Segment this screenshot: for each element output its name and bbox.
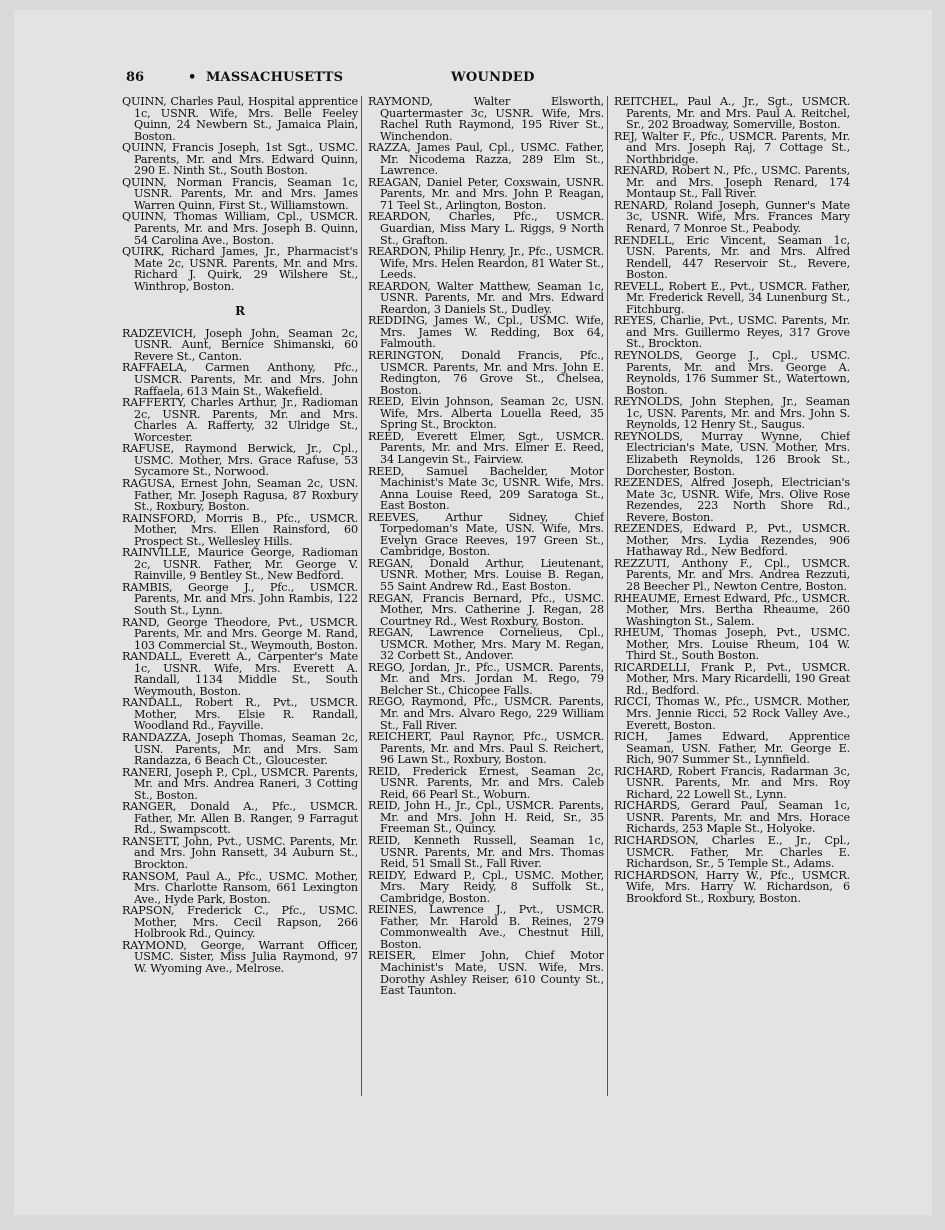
casualty-entry: RHEUM, Thomas Joseph, Pvt., USMC. Mother, Mrs. Louise Rheum, 104 W. Third St., South Boston. (614, 626, 850, 663)
casualty-entry: REIDY, Edward P., Cpl., USMC. Mother, Mrs. Mary Reidy, 8 Suffolk St., Cambridge, Boston. (368, 868, 604, 905)
page-header (110, 70, 845, 88)
casualty-entry: REYES, Charlie, Pvt., USMC. Parents, Mr. and Mrs. Guillermo Reyes, 317 Grove St., Brockton. (614, 314, 850, 351)
column-3 (614, 96, 850, 1096)
casualty-entry: RICCI, Thomas W., Pfc., USMCR. Mother, Mrs. Jennie Ricci, 52 Rock Valley Ave., Everett, Boston. (614, 695, 850, 732)
casualty-entry: REYNOLDS, Murray Wynne, Chief Electrician's Mate, USN. Mother, Mrs. Elizabeth Reynolds, 126 Brook St., Dorchester, Boston. (614, 429, 850, 478)
section-title: WOUNDED (451, 70, 535, 85)
casualty-entry: RICARDELLI, Frank P., Pvt., USMCR. Mother, Mrs. Mary Ricardelli, 190 Great Rd., Bedford. (614, 660, 850, 697)
casualty-entry: RANGER, Donald A., Pfc., USMCR. Father, Mr. Allen B. Ranger, 9 Farragut Rd., Swampscott. (122, 800, 358, 837)
casualty-entry: RANDALL, Everett A., Carpenter's Mate 1c, USNR. Wife, Mrs. Everett A. Randall, 1134 Middle St., South Weymouth, Boston. (122, 650, 358, 698)
casualty-entry: REED, Samuel Bachelder, Motor Machinist's Mate 3c, USNR. Wife, Mrs. Anna Louise Reed, 209 Saratoga St., East Boston. (368, 464, 604, 513)
casualty-entry: REZZUTI, Anthony F., Cpl., USMCR. Parents, Mr. and Mrs. Andrea Rezzuti, 28 Beecher Pl., Newton Centre, Boston. (614, 556, 850, 593)
casualty-entry: REDDING, James W., Cpl., USMC. Wife, Mrs. James W. Redding, Box 64, Falmouth. (368, 314, 604, 351)
casualty-entry: RICH, James Edward, Apprentice Seaman, USN. Father, Mr. George E. Rich, 907 Summer St., Lynnfield. (614, 730, 850, 767)
casualty-entry: REED, Everett Elmer, Sgt., USMCR. Parents, Mr. and Mrs. Elmer E. Reed, 34 Langevin St., Fairview. (368, 429, 604, 466)
casualty-entry: REID, John H., Jr., Cpl., USMCR. Parents, Mr. and Mrs. John H. Reid, Sr., 35 Freeman St., Quincy. (368, 799, 604, 836)
casualty-entry: REZENDES, Edward P., Pvt., USMCR. Mother, Mrs. Lydia Rezendes, 906 Hathaway Rd., New Bedford. (614, 522, 850, 559)
column-divider (607, 96, 608, 1096)
casualty-entry: REYNOLDS, George J., Cpl., USMC. Parents, Mr. and Mrs. George A. Reynolds, 176 Summer St., Watertown, Boston. (614, 349, 850, 397)
casualty-entry: REGAN, Francis Bernard, Pfc., USMC. Mother, Mrs. Catherine J. Regan, 28 Courtney Rd., West Roxbury, Boston. (368, 591, 604, 628)
column-divider (361, 96, 362, 1096)
casualty-entry: QUINN, Charles Paul, Hospital apprentice 1c, USNR. Wife, Mrs. Belle Feeley Quinn, 24 Newbern St., Jamaica Plain, Boston. (122, 96, 358, 143)
casualty-entry: REARDON, Philip Henry, Jr., Pfc., USMCR. Wife, Mrs. Helen Reardon, 81 Water St., Leeds. (368, 245, 604, 282)
casualty-entry: RERINGTON, Donald Francis, Pfc., USMCR. Parents, Mr. and Mrs. John E. Redington, 76 Grove St., Chelsea, Boston. (368, 349, 604, 397)
casualty-entry: RAINSFORD, Morris B., Pfc., USMCR. Mother, Mrs. Ellen Rainsford, 60 Prospect St., Wellesley Hills. (122, 511, 358, 548)
casualty-entry: RICHARDSON, Charles E., Jr., Cpl., USMCR. Father, Mr. Charles E. Richardson, Sr., 5 Temple St., Adams. (614, 834, 850, 871)
casualty-entry: REED, Elvin Johnson, Seaman 2c, USN. Wife, Mrs. Alberta Louella Reed, 35 Spring St., Brockton. (368, 395, 604, 432)
casualty-entry: RHEAUME, Ernest Edward, Pfc., USMCR. Mother, Mrs. Bertha Rheaume, 260 Washington St., Salem. (614, 591, 850, 628)
casualty-entry: REYNOLDS, John Stephen, Jr., Seaman 1c, USN. Parents, Mr. and Mrs. John S. Reynolds, 12 Henry St., Saugus. (614, 395, 850, 432)
casualty-entry: RAMBIS, George J., Pfc., USMCR. Parents, Mr. and Mrs. John Rambis, 122 South St., Lynn. (122, 580, 358, 617)
casualty-entry: RENDELL, Eric Vincent, Seaman 1c, USN. Parents, Mr. and Mrs. Alfred Rendell, 447 Reservoir St., Revere, Boston. (614, 233, 850, 282)
header-bullet: • (188, 70, 197, 85)
casualty-entry: RANSETT, John, Pvt., USMC. Parents, Mr. and Mrs. John Ransett, 34 Auburn St., Brockton. (122, 834, 358, 871)
casualty-entry: REAGAN, Daniel Peter, Coxswain, USNR. Parents, Mr. and Mrs. John P. Reagan, 71 Teel St., Arlington, Boston. (368, 175, 604, 212)
casualty-entry: REZENDES, Alfred Joseph, Electrician's Mate 3c, USNR. Wife, Mrs. Olive Rose Rezendes, 223 North Shore Rd., Revere, Boston. (614, 476, 850, 524)
casualty-entry: REINES, Lawrence J., Pvt., USMCR. Father, Mr. Harold B. Reines, 279 Commonwealth Ave., Chestnut Hill, Boston. (368, 903, 604, 951)
casualty-entry: RAFFERTY, Charles Arthur, Jr., Radioman 2c, USNR. Parents, Mr. and Mrs. Charles A. Rafferty, 32 Ulridge St., Worcester. (122, 396, 358, 444)
casualty-entry: RAFUSE, Raymond Berwick, Jr., Cpl., USMC. Mother, Mrs. Grace Rafuse, 53 Sycamore St., Norwood. (122, 442, 358, 479)
casualty-entry: QUINN, Francis Joseph, 1st Sgt., USMC. Parents, Mr. and Mrs. Edward Quinn, 290 E. Ninth St., South Boston. (122, 141, 358, 178)
casualty-entry: RICHARD, Robert Francis, Radarman 3c, USNR. Parents, Mr. and Mrs. Roy Richard, 22 Lowell St., Lynn. (614, 764, 850, 801)
casualty-entry: RAPSON, Frederick C., Pfc., USMC. Mother, Mrs. Cecil Rapson, 266 Holbrook Rd., Quincy. (122, 904, 358, 941)
casualty-entry: RICHARDSON, Harry W., Pfc., USMCR. Wife, Mrs. Harry W. Richardson, 6 Brookford St., Roxbury, Boston. (614, 868, 850, 905)
casualty-entry: RANDALL, Robert R., Pvt., USMCR. Mother, Mrs. Elsie R. Randall, Woodland Rd., Fayville. (122, 696, 358, 733)
casualty-entry: REGAN, Lawrence Cornelieus, Cpl., USMCR. Mother, Mrs. Mary M. Regan, 32 Corbett St., Andover. (368, 626, 604, 663)
casualty-entry: RANSOM, Paul A., Pfc., USMC. Mother, Mrs. Charlotte Ransom, 661 Lexington Ave., Hyde Park, Boston. (122, 869, 358, 906)
casualty-entry: REISER, Elmer John, Chief Motor Machinist's Mate, USN. Wife, Mrs. Dorothy Ashley Reiser, 610 County St., East Taunton. (368, 949, 604, 998)
section-letter: R (235, 304, 245, 319)
casualty-entry: RENARD, Robert N., Pfc., USMC. Parents, Mr. and Mrs. Joseph Renard, 174 Montaup St., Fall River. (614, 164, 850, 201)
casualty-entry: RADZEVICH, Joseph John, Seaman 2c, USNR. Aunt, Bernice Shimanski, 60 Revere St., Canton. (122, 326, 358, 363)
casualty-entry: RAINVILLE, Maurice George, Radioman 2c, USNR. Father, Mr. George V. Rainville, 9 Bentley St., New Bedford. (122, 546, 358, 583)
casualty-entry: RAND, George Theodore, Pvt., USMCR. Parents, Mr. and Mrs. George M. Rand, 103 Commercial St., Weymouth, Boston. (122, 615, 358, 652)
casualty-entry: RENARD, Roland Joseph, Gunner's Mate 3c, USNR. Wife, Mrs. Frances Mary Renard, 7 Monroe St., Peabody. (614, 198, 850, 236)
casualty-entry: RAYMOND, George, Warrant Officer, USMC. Sister, Miss Julia Raymond, 97 W. Wyoming Ave., Melrose. (122, 938, 358, 975)
casualty-entry: QUINN, Norman Francis, Seaman 1c, USNR. Parents, Mr. and Mrs. James Warren Quinn, First St., Williamstown. (122, 175, 358, 212)
casualty-entry: RICHARDS, Gerard Paul, Seaman 1c, USNR. Parents, Mr. and Mrs. Horace Richards, 253 Maple St., Holyoke. (614, 799, 850, 836)
state-name: MASSACHUSETTS (205, 70, 344, 85)
casualty-entry: REGO, Jordan, Jr., Pfc., USMCR. Parents, Mr. and Mrs. Jordan M. Rego, 79 Belcher St., Chicopee Falls. (368, 660, 604, 697)
casualty-entry: QUIRK, Richard James, Jr., Pharmacist's Mate 2c, USNR. Parents, Mr. and Mrs. Richard J. Quirk, 29 Wilshere St., Winthrop, Boston. (122, 245, 358, 293)
casualty-entry: REARDON, Charles, Pfc., USMCR. Guardian, Miss Mary L. Riggs, 9 North St., Grafton. (368, 210, 604, 247)
state-title (188, 70, 343, 85)
column-1 (122, 96, 358, 1096)
casualty-entry: REID, Frederick Ernest, Seaman 2c, USNR. Parents, Mr. and Mrs. Caleb Reid, 66 Pearl St., Woburn. (368, 764, 604, 801)
column-2 (368, 96, 604, 1096)
casualty-entry: REEVES, Arthur Sidney, Chief Torpedoman's Mate, USN. Wife, Mrs. Evelyn Grace Reeves, 197 Green St., Cambridge, Boston. (368, 510, 604, 559)
casualty-entry: RAYMOND, Walter Elsworth, Quartermaster 3c, USNR. Wife, Mrs. Rachel Ruth Raymond, 195 River St., Winchendon. (368, 96, 604, 143)
page-number: 86 (126, 70, 145, 85)
casualty-entry: RAZZA, James Paul, Cpl., USMC. Father, Mr. Nicodema Razza, 289 Elm St., Lawrence. (368, 141, 604, 178)
casualty-entry: RAFFAELA, Carmen Anthony, Pfc., USMCR. Parents, Mr. and Mrs. John Raffaela, 613 Main St., Wakefield. (122, 361, 358, 398)
casualty-entry: QUINN, Thomas William, Cpl., USMCR. Parents, Mr. and Mrs. Joseph B. Quinn, 54 Carolina Ave., Boston. (122, 210, 358, 247)
casualty-entry: REVELL, Robert E., Pvt., USMCR. Father, Mr. Frederick Revell, 34 Lunenburg St., Fitchburg. (614, 279, 850, 316)
casualty-entry: REID, Kenneth Russell, Seaman 1c, USNR. Parents, Mr. and Mrs. Thomas Reid, 51 Small St., Fall River. (368, 834, 604, 871)
casualty-entry: RANDAZZA, Joseph Thomas, Seaman 2c, USN. Parents, Mr. and Mrs. Sam Randazza, 6 Beach Ct., Gloucester. (122, 730, 358, 768)
casualty-entry: REITCHEL, Paul A., Jr., Sgt., USMCR. Parents, Mr. and Mrs. Paul A. Reitchel, Sr., 202 Broadway, Somerville, Boston. (614, 96, 850, 132)
casualty-entry: REGAN, Donald Arthur, Lieutenant, USNR. Mother, Mrs. Louise B. Regan, 55 Saint Andrew Rd., East Boston. (368, 556, 604, 593)
casualty-entry: REGO, Raymond, Pfc., USMCR. Parents, Mr. and Mrs. Alvaro Rego, 229 William St., Fall River. (368, 695, 604, 732)
casualty-entry: RAGUSA, Ernest John, Seaman 2c, USN. Father, Mr. Joseph Ragusa, 87 Roxbury St., Roxbury, Boston. (122, 476, 358, 514)
casualty-entry: REARDON, Walter Matthew, Seaman 1c, USNR. Parents, Mr. and Mrs. Edward Reardon, 3 Daniels St., Dudley. (368, 279, 604, 316)
casualty-entry: REJ, Walter F., Pfc., USMCR. Parents, Mr. and Mrs. Joseph Raj, 7 Cottage St., Northbridge. (614, 129, 850, 166)
casualty-entry: REICHERT, Paul Raynor, Pfc., USMCR. Parents, Mr. and Mrs. Paul S. Reichert, 96 Lawn St., Roxbury, Boston. (368, 730, 604, 767)
casualty-entry: RANERI, Joseph P., Cpl., USMCR. Parents, Mr. and Mrs. Andrea Raneri, 3 Cotting St., Boston. (122, 765, 358, 802)
